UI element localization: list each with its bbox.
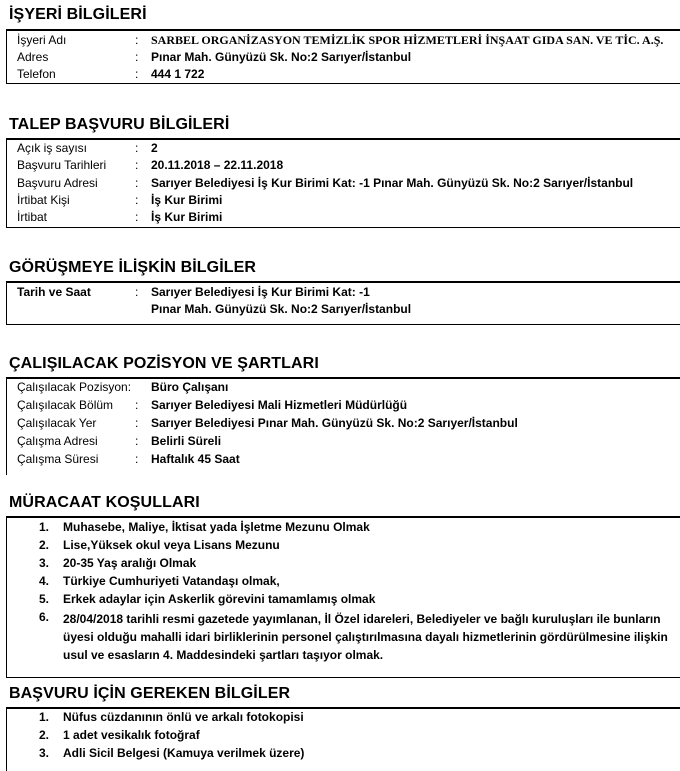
list-text: Adli Sicil Belgesi (Kamuya verilmek üzere) (63, 746, 305, 760)
row-label: Adres (17, 50, 49, 64)
talep-row (7, 158, 680, 176)
isyeri-row-phone (7, 67, 680, 85)
isyeri-row-address (7, 50, 680, 68)
list-text: Erkek adaylar için Askerlik görevini tamamlamış olmak (63, 592, 376, 606)
row-colon: : (135, 67, 139, 81)
isyeri-table (6, 31, 680, 84)
row-colon: : (135, 50, 139, 64)
row-label: Çalışma Adresi (17, 434, 98, 448)
row-label: Açık iş sayısı (17, 141, 88, 155)
gorusme-row (7, 285, 680, 303)
isyeri-row-name (7, 33, 680, 51)
row-colon: : (135, 416, 139, 430)
gorusme-table (6, 283, 680, 325)
row-colon: : (135, 285, 139, 299)
list-number: 6. (39, 610, 50, 624)
pozisyon-table (6, 379, 680, 475)
row-colon: : (135, 434, 139, 448)
list-text: 1 adet vesikalık fotoğraf (63, 728, 200, 742)
muracaat-list (6, 518, 680, 678)
row-value: Belirli Süreli (151, 434, 222, 448)
talep-row (7, 193, 680, 211)
pozisyon-row (7, 380, 680, 398)
row-value: İş Kur Birimi (151, 193, 223, 207)
talep-row (7, 210, 680, 228)
row-value: Sarıyer Belediyesi İş Kur Birimi Kat: -1 (151, 285, 370, 299)
list-number: 1. (39, 710, 50, 724)
list-text: Lise,Yüksek okul veya Lisans Mezunu (63, 538, 280, 552)
list-number: 3. (39, 746, 50, 760)
list-text: Nüfus cüzdanının önlü ve arkalı fotokopisi (63, 710, 304, 724)
row-colon: : (135, 193, 139, 207)
list-text-wrapped: 28/04/2018 tarihli resmi gazetede yayımlanan, İl Özel idareleri, Belediyeler ve bağlı kuruluşları ile bunların üyesi olduğu mahalli idari birliklerinin personel çalıştırılmasına dayalı hizmetlerinin gördürülmesine ilişkin usul ve esasların 4. Maddesindeki şartları taşıyor olmak. (63, 612, 668, 662)
pozisyon-row (7, 434, 680, 452)
row-label: İşyeri Adı (17, 33, 67, 47)
row-colon: : (135, 398, 139, 412)
row-colon: : (135, 176, 139, 190)
talep-table (6, 140, 680, 228)
row-value: İş Kur Birimi (151, 210, 223, 224)
list-text: Türkiye Cumhuriyeti Vatandaşı olmak, (63, 574, 280, 588)
list-number: 5. (39, 592, 50, 606)
row-value: 20.11.2018 – 22.11.2018 (151, 158, 284, 172)
list-number: 2. (39, 728, 50, 742)
pozisyon-row (7, 452, 680, 470)
row-value: Haftalık 45 Saat (151, 452, 240, 466)
talep-row (7, 176, 680, 194)
gorusme-row-2 (7, 302, 680, 320)
row-colon: : (135, 158, 139, 172)
pozisyon-row (7, 398, 680, 416)
list-number: 1. (39, 520, 50, 534)
row-value: Sarıyer Belediyesi Pınar Mah. Günyüzü Sk. No:2 Sarıyer/İstanbul (151, 416, 518, 430)
row-value: Sarıyer Belediyesi Mali Hizmetleri Müdürlüğü (151, 398, 408, 412)
basvuru-list (6, 709, 680, 771)
pozisyon-row (7, 416, 680, 434)
row-label: Başvuru Tarihleri (17, 158, 107, 172)
row-colon: : (135, 33, 139, 47)
list-number: 3. (39, 556, 50, 570)
row-colon: : (135, 452, 139, 466)
row-value: 2 (151, 141, 158, 155)
talep-row (7, 141, 680, 159)
row-label: Çalışılacak Pozisyon: (17, 380, 132, 394)
row-value: SARBEL ORGANİZASYON TEMİZLİK SPOR HİZMETLERİ İNŞAAT GIDA SAN. VE TİC. A.Ş. (151, 33, 664, 47)
section-title-talep: TALEP BAŞVURU BİLGİLERİ (9, 116, 230, 133)
list-number: 4. (39, 574, 50, 588)
row-label: Çalışılacak Yer (17, 416, 97, 430)
row-label: İrtibat Kişi (17, 193, 70, 207)
row-label: Tarih ve Saat (17, 285, 91, 299)
row-colon: : (135, 210, 139, 224)
row-colon: : (135, 141, 139, 155)
row-label: Çalışma Süresi (17, 452, 99, 466)
list-text: 20-35 Yaş aralığı Olmak (63, 556, 197, 570)
row-label: Çalışılacak Bölüm (17, 398, 114, 412)
section-title-pozisyon: ÇALIŞILACAK POZİSYON VE ŞARTLARI (9, 355, 319, 372)
section-title-muracaat: MÜRACAAT KOŞULLARI (9, 494, 200, 511)
row-label: İrtibat (17, 210, 48, 224)
section-title-basvuru: BAŞVURU İÇİN GEREKEN BİLGİLER (9, 685, 291, 702)
row-value: Pınar Mah. Günyüzü Sk. No:2 Sarıyer/İstanbul (151, 50, 412, 64)
list-number: 2. (39, 538, 50, 552)
row-value: Sarıyer Belediyesi İş Kur Birimi Kat: -1 Pınar Mah. Günyüzü Sk. No:2 Sarıyer/İstanbul (151, 176, 634, 190)
section-title-gorusme: GÖRÜŞMEYE İLİŞKİN BİLGİLER (9, 259, 257, 276)
row-value: Pınar Mah. Günyüzü Sk. No:2 Sarıyer/İstanbul (151, 302, 412, 316)
section-title-isyeri: İŞYERİ BİLGİLERİ (9, 6, 147, 23)
row-label: Başvuru Adresi (17, 176, 98, 190)
row-value: 444 1 722 (151, 67, 205, 81)
list-text: Muhasebe, Maliye, İktisat yada İşletme Mezunu Olmak (63, 520, 370, 534)
row-label: Telefon (17, 67, 56, 81)
row-value: Büro Çalışanı (151, 380, 229, 394)
